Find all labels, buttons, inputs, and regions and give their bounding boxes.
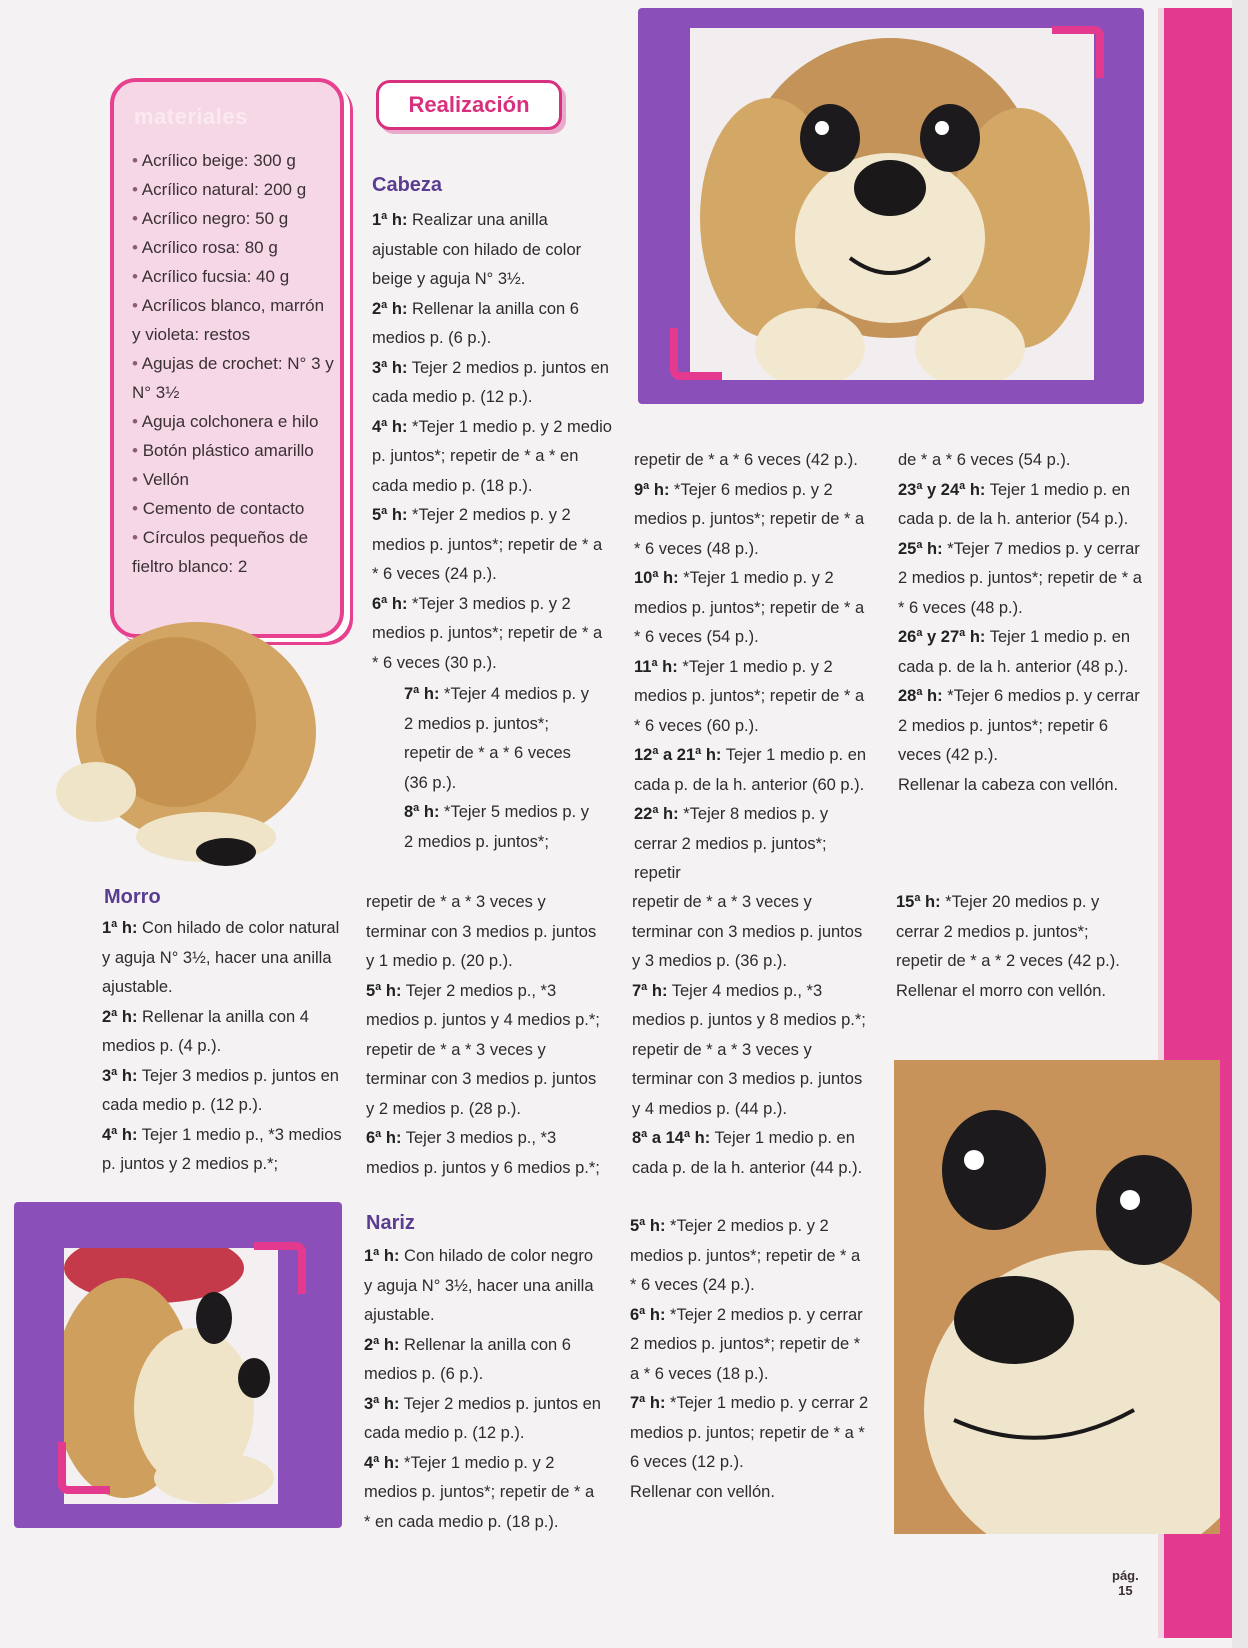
row-key: 26ª y 27ª h: — [898, 628, 986, 646]
morro-title: Morro — [104, 886, 161, 908]
row-key: 25ª h: — [898, 539, 943, 558]
instruction-row — [364, 1331, 604, 1390]
row-text: *Tejer 1 medio p. y 2 medio p. juntos*; repetir de * a * en cada medio p. (18 p.). — [372, 417, 612, 495]
row-key: 4ª h: — [102, 1125, 138, 1144]
row-text: repetir de * a * 6 veces (42 p.). — [634, 451, 858, 469]
row-key: 4ª h: — [364, 1453, 400, 1472]
row-key: 28ª h: — [898, 687, 943, 705]
row-key: 8ª h: — [404, 803, 440, 821]
instruction-row — [634, 446, 874, 476]
instruction-row — [630, 1212, 870, 1301]
row-key: 3ª h: — [372, 358, 408, 377]
row-text: Tejer 1 medio p. en cada p. de la h. anterior (44 p.). — [632, 1129, 863, 1177]
row-text: Rellenar la anilla con 6 medios p. (6 p.). — [364, 1335, 571, 1383]
cabeza-instructions-cont — [404, 680, 594, 857]
row-key: 3ª h: — [364, 1394, 400, 1413]
row-key: 2ª h: — [372, 299, 408, 318]
instruction-row — [896, 977, 1136, 1007]
row-key: 1ª h: — [372, 211, 408, 229]
row-text: Con hilado de color negro y aguja N° 3½, hacer una anilla ajustable. — [364, 1247, 594, 1324]
row-text: Tejer 3 medios p. juntos en cada medio p. (12 p.). — [102, 1066, 339, 1114]
frame-corner — [254, 1242, 306, 1294]
row-key: 12ª a 21ª h: — [634, 746, 722, 764]
instruction-row — [372, 413, 612, 502]
cabeza-instructions-col3 — [634, 446, 874, 889]
instruction-row — [630, 1301, 870, 1390]
photo-frame-bottom-left — [14, 1202, 342, 1528]
instruction-row — [630, 1389, 870, 1478]
instruction-row — [632, 888, 872, 977]
material-item: • Círculos pequeños de fieltro blanco: 2 — [128, 523, 334, 581]
row-key: 10ª h: — [634, 569, 679, 587]
material-item: • Botón plástico amarillo — [128, 436, 334, 465]
instruction-row — [632, 1124, 872, 1183]
row-key: 6ª h: — [366, 1129, 402, 1147]
material-item: • Acrílico negro: 50 g — [128, 204, 334, 233]
instruction-row — [898, 682, 1143, 771]
row-key: 8ª a 14ª h: — [632, 1129, 711, 1147]
instruction-row — [898, 623, 1143, 682]
nariz-instructions — [364, 1242, 604, 1537]
row-text: Realizar una anilla ajustable con hilado de color beige y aguja N° 3½. — [372, 211, 582, 288]
row-text: *Tejer 1 medio p. y 2 medios p. juntos*; repetir de * a * 6 veces (60 p.). — [634, 657, 865, 735]
material-item: • Acrílico natural: 200 g — [128, 175, 334, 204]
instruction-row — [634, 800, 874, 889]
instruction-row — [898, 535, 1143, 624]
frame-corner — [1052, 26, 1104, 78]
morro-instructions — [102, 914, 342, 1180]
row-text: *Tejer 8 medios p. y cerrar 2 medios p. juntos*; repetir — [634, 805, 829, 882]
row-text: Rellenar la anilla con 6 medios p. (6 p.). — [372, 299, 579, 347]
instruction-row — [634, 476, 874, 565]
row-text: *Tejer 1 medio p. y 2 medios p. juntos*; repetir de * a * 6 veces (54 p.). — [634, 569, 865, 646]
row-text: Rellenar la anilla con 4 medios p. (4 p.). — [102, 1007, 309, 1055]
morro-instructions-col3 — [632, 888, 872, 1183]
material-item: • Acrílico beige: 300 g — [128, 146, 334, 175]
dog-closeup-illustration — [894, 1060, 1220, 1534]
instruction-row — [366, 888, 606, 977]
row-key: 6ª h: — [630, 1305, 666, 1324]
page-number-value: 15 — [1118, 1583, 1133, 1598]
nariz-title: Nariz — [366, 1212, 415, 1234]
row-text: *Tejer 2 medios p. y 2 medios p. juntos*; repetir de * a * 6 veces (24 p.). — [372, 506, 603, 583]
instruction-row — [372, 295, 612, 354]
instruction-row — [364, 1242, 604, 1331]
instruction-row — [898, 476, 1143, 535]
row-text: Tejer 1 medio p. en cada p. de la h. anterior (60 p.). — [634, 746, 867, 794]
row-text: *Tejer 4 medios p. y 2 medios p. juntos*; repetir de * a * 6 veces (36 p.). — [404, 685, 589, 792]
nariz-instructions-col3 — [630, 1212, 870, 1507]
cabeza-title: Cabeza — [372, 174, 443, 196]
row-text: Tejer 1 medio p., *3 medios p. juntos y 2 medios p.*; — [102, 1125, 342, 1173]
dog-face-photo — [690, 28, 1094, 380]
instruction-row — [364, 1390, 604, 1449]
material-item: • Acrílicos blanco, marrón y violeta: restos — [128, 291, 334, 349]
instruction-row — [372, 590, 612, 679]
instruction-row — [898, 771, 1143, 801]
cabeza-instructions-col4 — [898, 446, 1143, 800]
instruction-row — [404, 798, 594, 857]
row-text: Con hilado de color natural y aguja N° 3½, hacer una anilla ajustable. — [102, 919, 340, 996]
frame-corner — [670, 328, 722, 380]
row-key: 7ª h: — [404, 685, 440, 703]
instruction-row — [372, 354, 612, 413]
row-key: 1ª h: — [102, 919, 138, 937]
materials-box — [110, 78, 344, 638]
row-key: 5ª h: — [372, 506, 408, 524]
row-text: *Tejer 2 medios p. y cerrar 2 medios p. juntos*; repetir de * a * 6 veces (18 p.). — [630, 1305, 863, 1383]
row-text: *Tejer 2 medios p. y 2 medios p. juntos*; repetir de * a * 6 veces (24 p.). — [630, 1217, 861, 1294]
material-item: • Acrílico fucsia: 40 g — [128, 262, 334, 291]
instruction-row — [634, 741, 874, 800]
row-text: repetir de * a * 3 veces y terminar con 3 medios p. juntos y 1 medio p. (20 p.). — [366, 893, 597, 970]
row-text: de * a * 6 veces (54 p.). — [898, 451, 1071, 469]
material-item: • Cemento de contacto — [128, 494, 334, 523]
row-key: 5ª h: — [366, 981, 402, 1000]
row-text: Tejer 1 medio p. en cada p. de la h. anterior (48 p.). — [898, 628, 1131, 676]
instruction-row — [102, 914, 342, 1003]
dog-face-illustration — [690, 28, 1094, 380]
row-key: 2ª h: — [102, 1007, 138, 1026]
row-key: 9ª h: — [634, 480, 670, 499]
row-text: Rellenar la cabeza con vellón. — [898, 775, 1119, 794]
instruction-row — [102, 1062, 342, 1121]
cabeza-instructions — [372, 206, 612, 678]
row-text: *Tejer 1 medio p. y cerrar 2 medios p. juntos; repetir de * a * 6 veces (12 p.). — [630, 1394, 869, 1471]
row-key: 22ª h: — [634, 805, 679, 823]
instruction-row — [364, 1449, 604, 1538]
dog-top-view-illustration — [36, 612, 336, 882]
row-key: 11ª h: — [634, 657, 678, 676]
frame-corner — [58, 1442, 110, 1494]
row-text: *Tejer 6 medios p. y cerrar 2 medios p. juntos*; repetir 6 veces (42 p.). — [898, 687, 1140, 764]
photo-frame-top — [638, 8, 1144, 404]
instruction-row — [404, 680, 594, 798]
morro-instructions-cont — [366, 888, 606, 1183]
instruction-row — [634, 653, 874, 742]
realizacion-heading: Realización — [376, 80, 562, 130]
row-key: 23ª y 24ª h: — [898, 480, 986, 499]
row-text: *Tejer 6 medios p. y 2 medios p. juntos*; repetir de * a * 6 veces (48 p.). — [634, 480, 865, 558]
page-number — [1112, 1568, 1139, 1598]
row-text: Tejer 2 medios p., *3 medios p. juntos y 4 medios p.*; repetir de * a * 3 veces y terminar con 3 medios p. juntos y 2 medios p. (28 p.). — [366, 981, 600, 1118]
instruction-row — [372, 501, 612, 590]
instruction-row — [896, 888, 1136, 977]
row-key: 4ª h: — [372, 417, 408, 436]
material-item: • Vellón — [128, 465, 334, 494]
row-text: *Tejer 5 medios p. y 2 medios p. juntos*; — [404, 803, 589, 851]
row-text: Tejer 2 medios p. juntos en cada medio p. (12 p.). — [364, 1394, 601, 1442]
row-text: Rellenar el morro con vellón. — [896, 981, 1107, 1000]
row-text: Tejer 3 medios p., *3 medios p. juntos y 6 medios p.*; — [366, 1129, 600, 1177]
row-text: Tejer 4 medios p., *3 medios p. juntos y 8 medios p.*; repetir de * a * 3 veces y terminar con 3 medios p. juntos y 4 medios p. (44 p.). — [632, 981, 866, 1118]
morro-instructions-col4 — [896, 888, 1136, 1006]
page-edge — [1232, 0, 1248, 1648]
row-key: 7ª h: — [632, 981, 668, 1000]
row-text: Tejer 2 medios p. juntos en cada medio p. (12 p.). — [372, 358, 609, 406]
material-item: • Agujas de crochet: N° 3 y N° 3½ — [128, 349, 334, 407]
instruction-row — [634, 564, 874, 653]
row-key: 5ª h: — [630, 1217, 666, 1235]
instruction-row — [372, 206, 612, 295]
instruction-row — [898, 446, 1143, 476]
row-text: *Tejer 1 medio p. y 2 medios p. juntos*; repetir de * a * en cada medio p. (18 p.). — [364, 1453, 595, 1531]
materials-list — [128, 146, 334, 581]
row-key: 3ª h: — [102, 1066, 138, 1085]
row-text: *Tejer 7 medios p. y cerrar 2 medios p. juntos*; repetir de * a * 6 veces (48 p.). — [898, 539, 1142, 617]
instruction-row — [630, 1478, 870, 1508]
row-text: *Tejer 3 medios p. y 2 medios p. juntos*; repetir de * a * 6 veces (30 p.). — [372, 594, 603, 672]
dog-top-view-photo — [36, 612, 336, 882]
row-text: *Tejer 20 medios p. y cerrar 2 medios p. juntos*; repetir de * a * 2 veces (42 p.). — [896, 893, 1120, 970]
material-item: • Aguja colchonera e hilo — [128, 407, 334, 436]
row-key: 6ª h: — [372, 594, 408, 613]
material-item: • Acrílico rosa: 80 g — [128, 233, 334, 262]
materials-title: materiales — [134, 104, 248, 129]
row-text: Rellenar con vellón. — [630, 1482, 775, 1501]
instruction-row — [366, 977, 606, 1125]
row-text: Tejer 1 medio p. en cada p. de la h. anterior (54 p.). — [898, 480, 1131, 528]
instruction-row — [102, 1003, 342, 1062]
row-key: 15ª h: — [896, 893, 941, 911]
page-label: pág. — [1112, 1568, 1139, 1583]
instruction-row — [102, 1121, 342, 1180]
row-text: repetir de * a * 3 veces y terminar con 3 medios p. juntos y 3 medios p. (36 p.). — [632, 893, 863, 970]
row-key: 1ª h: — [364, 1247, 400, 1265]
instruction-row — [366, 1124, 606, 1183]
dog-closeup-photo — [894, 1060, 1220, 1534]
instruction-row — [632, 977, 872, 1125]
row-key: 7ª h: — [630, 1394, 666, 1412]
row-key: 2ª h: — [364, 1335, 400, 1354]
